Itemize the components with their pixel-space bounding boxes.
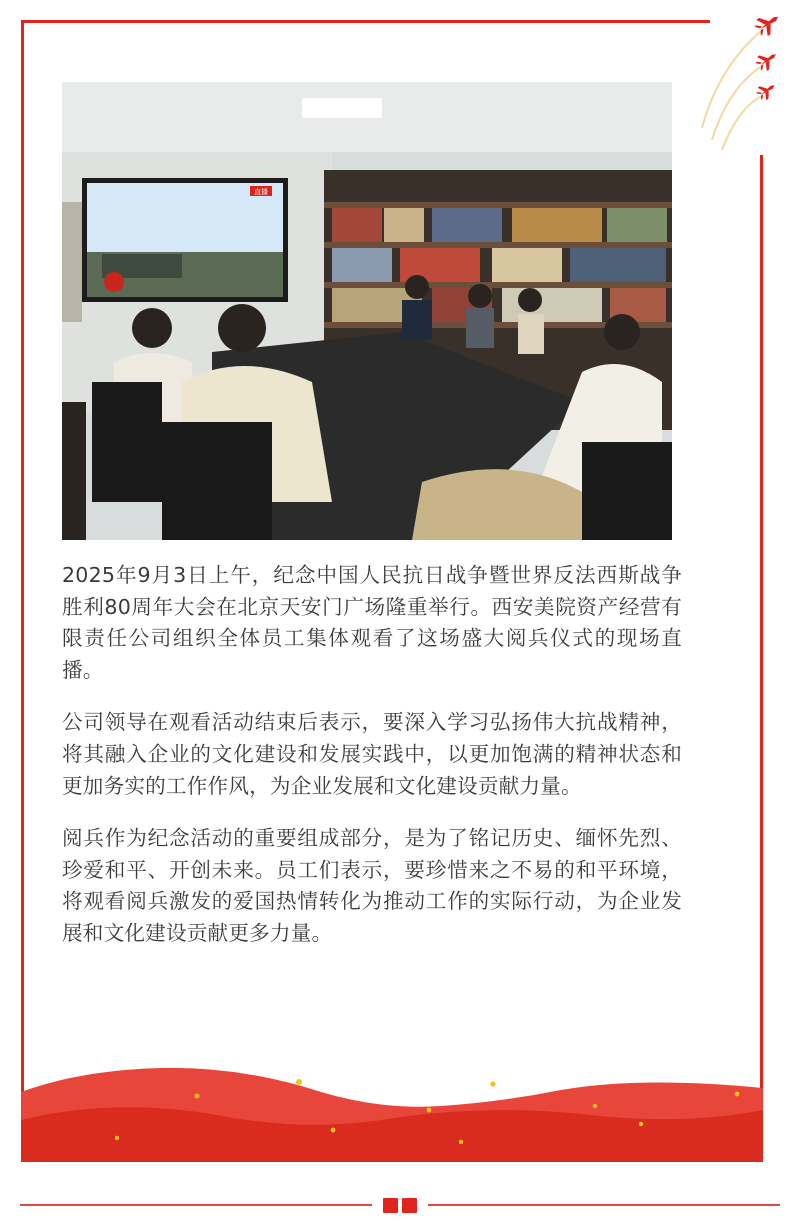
meeting-room-photo bbox=[62, 82, 672, 540]
tv-live-badge: 直播 bbox=[254, 188, 268, 196]
frame-right-border bbox=[760, 155, 763, 1162]
footer-divider-right bbox=[428, 1204, 780, 1206]
footer-square bbox=[402, 1198, 417, 1213]
article-paragraph: 阅兵作为纪念活动的重要组成部分，是为了铭记历史、缅怀先烈、珍爱和平、开创未来。员工们表示，要珍惜来之不易的和平环境，将观看阅兵激发的爱国热情转化为推动工作的实际行动，为企业发展和文化建设贡献更多力量。 bbox=[62, 826, 682, 945]
frame-top-border bbox=[21, 20, 710, 23]
fighter-jets-decoration bbox=[700, 8, 800, 158]
article-paragraph: 公司领导在观看活动结束后表示，要深入学习弘扬伟大抗战精神，将其融入企业的文化建设和发展实践中，以更加饱满的精神状态和更加务实的工作作风，为企业发展和文化建设贡献力量。 bbox=[62, 710, 682, 798]
footer-squares-ornament bbox=[379, 1193, 421, 1217]
article-body bbox=[62, 560, 682, 971]
footer-square bbox=[383, 1198, 398, 1213]
footer-divider-left bbox=[20, 1204, 372, 1206]
frame-left-border bbox=[21, 20, 24, 1162]
article-paragraph: 2025年9月3日上午，纪念中国人民抗日战争暨世界反法西斯战争胜利80周年大会在北京天安门广场隆重举行。西安美院资产经营有限责任公司组织全体员工集体观看了这场盛大阅兵仪式的现场直播。 bbox=[62, 563, 682, 682]
red-wave-decoration bbox=[21, 1040, 763, 1162]
